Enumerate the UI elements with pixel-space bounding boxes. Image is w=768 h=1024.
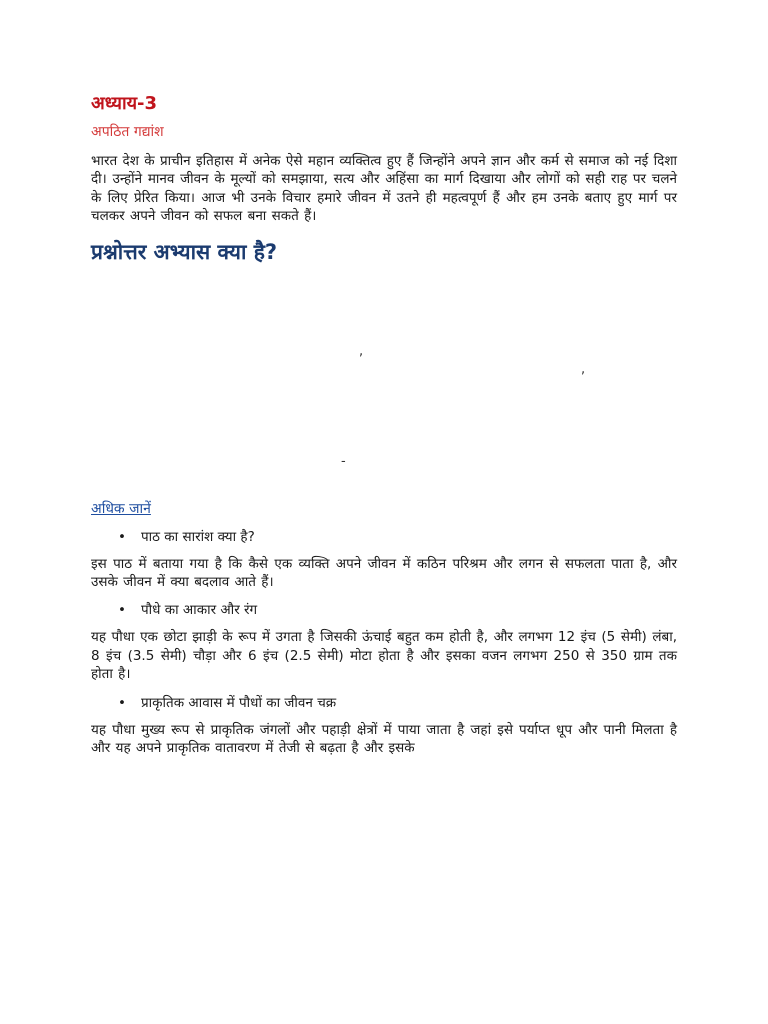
section-heading: प्रश्नोत्तर अभ्यास क्या है? [91,239,278,264]
section-paragraph: इस पाठ में बताया गया है कि कैसे एक व्यक्ति अपने जीवन में कठिन परिश्रम और लगन से सफलता पाता है, और उसके जीवन में क्या बदलाव आते हैं। [91,555,677,591]
bullet-item [91,693,677,713]
stray-dash-mark: - [341,453,346,469]
section-paragraph: यह पौधा एक छोटा झाड़ी के रूप में उगता है जिसकी ऊंचाई बहुत कम होती है, और लगभग 12 इंच (5 सेमी) लंबा, 8 इंच (3.5 सेमी) चौड़ा और 6 इंच (2.5 सेमी) मोटा होता है और इसका वजन लगभग 250 से 350 ग्राम तक होता है। [91,629,677,683]
intro-paragraph: भारत देश के प्राचीन इतिहास में अनेक ऐसे महान व्यक्तित्व हुए हैं जिन्होंने अपने ज्ञान और कर्म से समाज को नई दिशा दी। उन्होंने मानव जीवन के मूल्यों को समझाया, सत्य और अहिंसा का मार्ग दिखाया और लोगों को सही राह पर चलने के लिए प्रेरित किया। आज भी उनके विचार हमारे जीवन में उतने ही महत्वपूर्ण हैं और हम उनके बताए हुए मार्ग पर चलकर अपने जीवन को सफल बना सकते हैं। [91,153,677,225]
bullet-item [91,527,677,547]
bullet-title: पाठ का सारांश क्या है? [141,528,255,545]
bullet-dot: • [118,602,126,619]
more-info-link[interactable]: अधिक जानें [91,500,151,517]
bullet-title: प्राकृतिक आवास में पौधों का जीवन चक्र [141,694,337,711]
subtitle: अपठित गद्यांश [91,124,164,140]
bullet-item [91,600,677,620]
document-page [91,92,677,757]
bullet-dot: • [118,528,126,545]
blank-content-area [91,266,677,498]
bullet-title: पौधे का आकार और रंग [141,602,258,619]
stray-comma-mark: , [581,361,586,377]
bullet-dot: • [118,694,126,711]
chapter-label: अध्याय-3 [91,93,158,114]
section-paragraph: यह पौधा मुख्य रूप से प्राकृतिक जंगलों और पहाड़ी क्षेत्रों में पाया जाता है जहां इसे पर्याप्त धूप और पानी मिलता है और यह अपने प्राकृतिक वातावरण में तेजी से बढ़ता है और इसके [91,721,677,757]
stray-comma-mark: , [359,343,364,359]
